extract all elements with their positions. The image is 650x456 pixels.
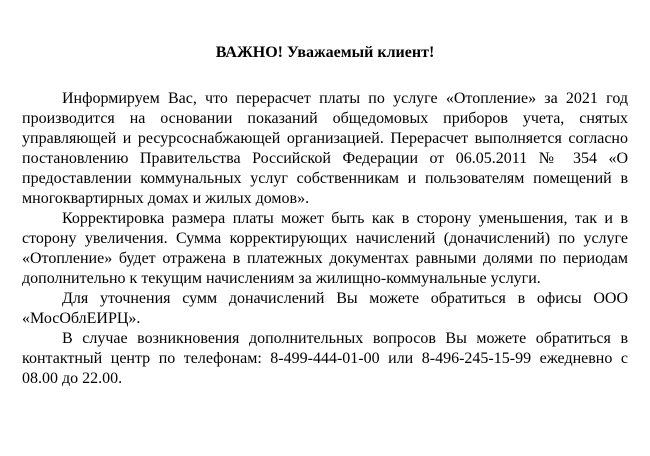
paragraph-recalculation: Информируем Вас, что перерасчет платы по услуге «Отопление» за 2021 год производится на основании показаний общедомовых приборов учета, снятых управляющей и ресурсоснабжающей организацией. Перерасчет выполняется согласно постановлению Правительства Российской Федерации от 06.05.2011 № 354 «О предоставлении коммунальных услуг собственникам и пользователям помещений в многоквартирных домах и жилых домов».: [22, 90, 628, 207]
paragraph-offices: Для уточнения сумм доначислений Вы можете обратиться в офисы ООО «МосОблЕИРЦ».: [22, 290, 628, 327]
paragraph-adjustment: Корректировка размера платы может быть как в сторону уменьшения, так и в сторону увеличения. Сумма корректирующих начислений (доначислений) по услуге «Отопление» будет отражена в платежных документах равными долями по периодам дополнительно к текущим начислениям за жилищно-коммунальные услуги.: [22, 210, 628, 287]
document-body: [22, 89, 628, 389]
paragraph-contacts: В случае возникновения дополнительных вопросов Вы можете обратиться в контактный центр по телефонам: 8-499-444-01-00 или 8-496-245-15-99 ежедневно с 08.00 до 22.00.: [22, 330, 628, 387]
document-title: ВАЖНО! Уважаемый клиент!: [215, 44, 435, 61]
